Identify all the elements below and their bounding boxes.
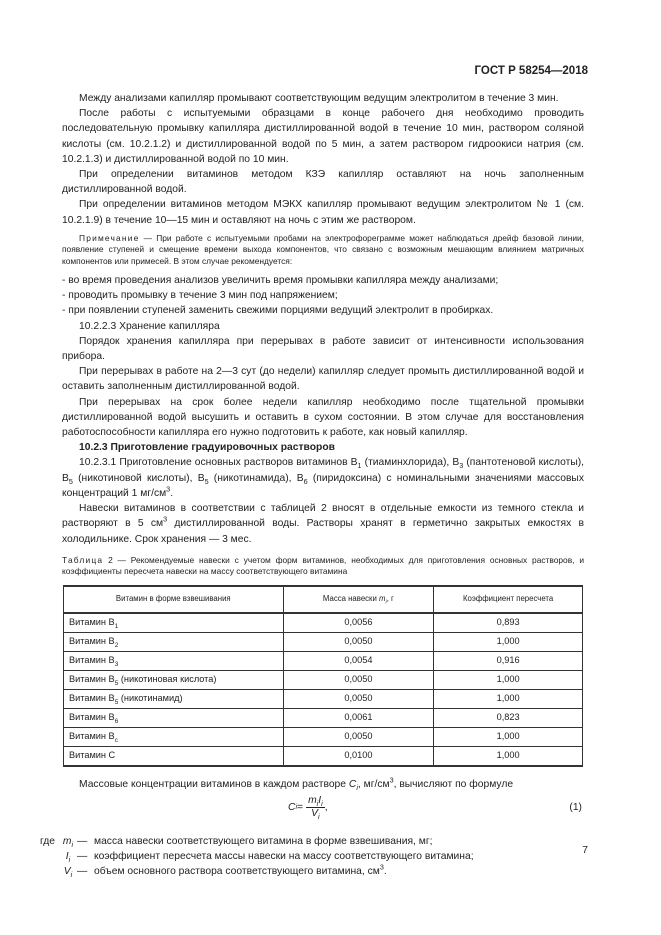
vitamin-name-cell: Витамин $В_6$: [64, 708, 284, 727]
vitamin-name-cell: Витамин $В_2$: [64, 632, 284, 651]
paragraph: Между анализами капилляр промывают соответствующим ведущим электролитом в течение 3 мин.: [79, 93, 559, 104]
table-row: [64, 613, 583, 633]
vitamin-name-cell: Витамин $В_3$: [64, 651, 284, 670]
mass-cell: 0,0054: [283, 651, 434, 670]
vitamin-name-cell: Витамин $В_c$: [64, 727, 284, 746]
coefficient-cell: 0,916: [434, 651, 583, 670]
paragraph: При перерывах на срок более недели капилляр необходимо после тщательной промывки дистиллированной водой высушить и оставить в сухом состоянии. В этом случае для восстановления работоспособности капилляра его нужно подготовить к работе, как новый капилляр.: [62, 396, 584, 439]
paragraph: При перерывах в работе на 2—3 сут (до недели) капилляр следует промыть дистиллированной водой и оставить заполненным дистиллированной водой.: [62, 366, 584, 393]
table-row: [64, 746, 583, 766]
table-row: [64, 708, 583, 727]
paragraph: После работы с испытуемыми образцами в конце рабочего дня необходимо проводить последовательную промывку капилляра дистиллированной водой в течение 10 мин, раствором соляной кислоты (см. 10.2.1.2) и дистиллированной водой по 5 мин, а затем раствором гидроокиси натрия (см. 10.2.1.3) и дистиллированной водой по 10 мин.: [62, 108, 584, 165]
coefficient-cell: 1,000: [434, 632, 583, 651]
note-text: — При работе с испытуемыми пробами на электрофореграмме может наблюдаться дрейф базовой линии, появление ступеней и смещение времени выхода компонентов, что связано с возможным мешающим влиянием матричных компонентов или примесей. В этом случае рекомендуется:: [62, 232, 584, 266]
where-word: где: [40, 835, 56, 847]
vitamin-name-cell: Витамин $В_1$: [64, 613, 284, 633]
coefficient-cell: 1,000: [434, 746, 583, 766]
mass-cell: 0,0050: [283, 727, 434, 746]
paragraph: 10.2.3.1 Приготовление основных растворов витаминов $В_1$ (тиаминхлорида), $В_3$ (пантотеновой кислоты), $В_5$ (никотиновой кислоты), $В_5$ (никотинамида), $В_6$ (пиридоксина) с номинальными значениями массовых концентраций 1 $мг/см^3$.: [62, 457, 585, 499]
column-header: Масса навески $m_i$, г: [283, 586, 434, 613]
vitamin-name-cell: Витамин С: [64, 746, 284, 766]
page-number: 7: [582, 845, 588, 856]
note: [62, 233, 584, 267]
document-header: ГОСТ Р 58254—2018: [474, 65, 588, 77]
mass-cell: 0,0050: [283, 689, 434, 708]
where-list: [40, 834, 584, 880]
coefficient-cell: 0,893: [434, 613, 583, 633]
coefficient-cell: 1,000: [434, 727, 583, 746]
bullet-item: - при появлении ступеней заменить свежими порциями ведущий электролит в пробирках.: [62, 305, 494, 317]
table-row: [64, 689, 583, 708]
column-header: Витамин в форме взвешивания: [64, 586, 284, 613]
coefficient-cell: 1,000: [434, 670, 583, 689]
mass-cell: 0,0100: [283, 746, 434, 766]
paragraph: При определении витаминов методом КЗЭ капилляр оставляют на ночь заполненным дистиллированной водой.: [62, 169, 584, 196]
document-body: [40, 91, 585, 880]
column-header: Коэффициент пересчета: [434, 586, 583, 613]
where-item: где $m_i$ — масса навески соответствующего витамина в форме взвешивания, мг;: [40, 835, 433, 849]
table-row: [64, 670, 583, 689]
mass-cell: 0,0056: [283, 613, 434, 633]
table-caption: Таблица 2 — Рекомендуемые навески с учетом форм витаминов, необходимых для приготовления основных растворов, и коэффициенты пересчета навески на массу соответствующего витамина: [62, 554, 584, 577]
mass-cell: 0,0050: [283, 632, 434, 651]
section-heading: 10.2.3 Приготовление градуировочных растворов: [79, 442, 335, 454]
note-label: Примечание: [79, 232, 140, 243]
bullet-item: - во время проведения анализов увеличить время промывки капилляра между анализами;: [62, 275, 499, 287]
paragraph: Порядок хранения капилляра при перерывах в работе зависит от интенсивности использования прибора.: [62, 335, 584, 363]
table-row: [64, 727, 583, 746]
table-header-row: [64, 586, 583, 613]
paragraph: При определении витаминов методом МЭКХ капилляр промывают ведущим электролитом № 1 (см. 10.2.1.9) в течение 10—15 мин и оставляют на ночь с этим же раствором.: [62, 199, 584, 226]
coefficient-cell: 0,823: [434, 708, 583, 727]
mass-cell: 0,0050: [283, 670, 434, 689]
table-row: [64, 632, 583, 651]
vitamin-name-cell: Витамин $В_5$ (никотиновая кислота): [64, 670, 284, 689]
section-heading: 10.2.2.3 Хранение капилляра: [79, 320, 220, 332]
bullet-item: - проводить промывку в течение 3 мин под напряжением;: [62, 290, 338, 302]
paragraph: Навески витаминов в соответствии с таблицей 2 вносят в отдельные емкости из темного стекла и растворяют в 5 $см^3$ дистиллированной воды. Растворы хранят в герметично закрытых емкостях в холодильнике. Срок хранения — 3 мес.: [62, 503, 584, 545]
table-row: [64, 651, 583, 670]
formula-number: (1): [569, 801, 582, 813]
where-item: $V_i$ — объем основного раствора соответствующего витамина, $см^3$.: [63, 862, 387, 880]
paragraph: Массовые концентрации витаминов в каждом растворе $C_i$, $мг/см^3$, вычисляют по формуле: [79, 775, 514, 792]
formula-expression: C i = $\frac{m_iI_i}{V_i}$ ,: [288, 794, 328, 821]
vitamin-table: [63, 585, 583, 767]
vitamin-name-cell: Витамин $В_5$ (никотинамид): [64, 689, 284, 708]
formula: [62, 792, 584, 832]
mass-cell: 0,0061: [283, 708, 434, 727]
where-item: $I_i$ — коэффициент пересчета массы навески на массу соответствующего витамина;: [65, 850, 474, 864]
coefficient-cell: 1,000: [434, 689, 583, 708]
